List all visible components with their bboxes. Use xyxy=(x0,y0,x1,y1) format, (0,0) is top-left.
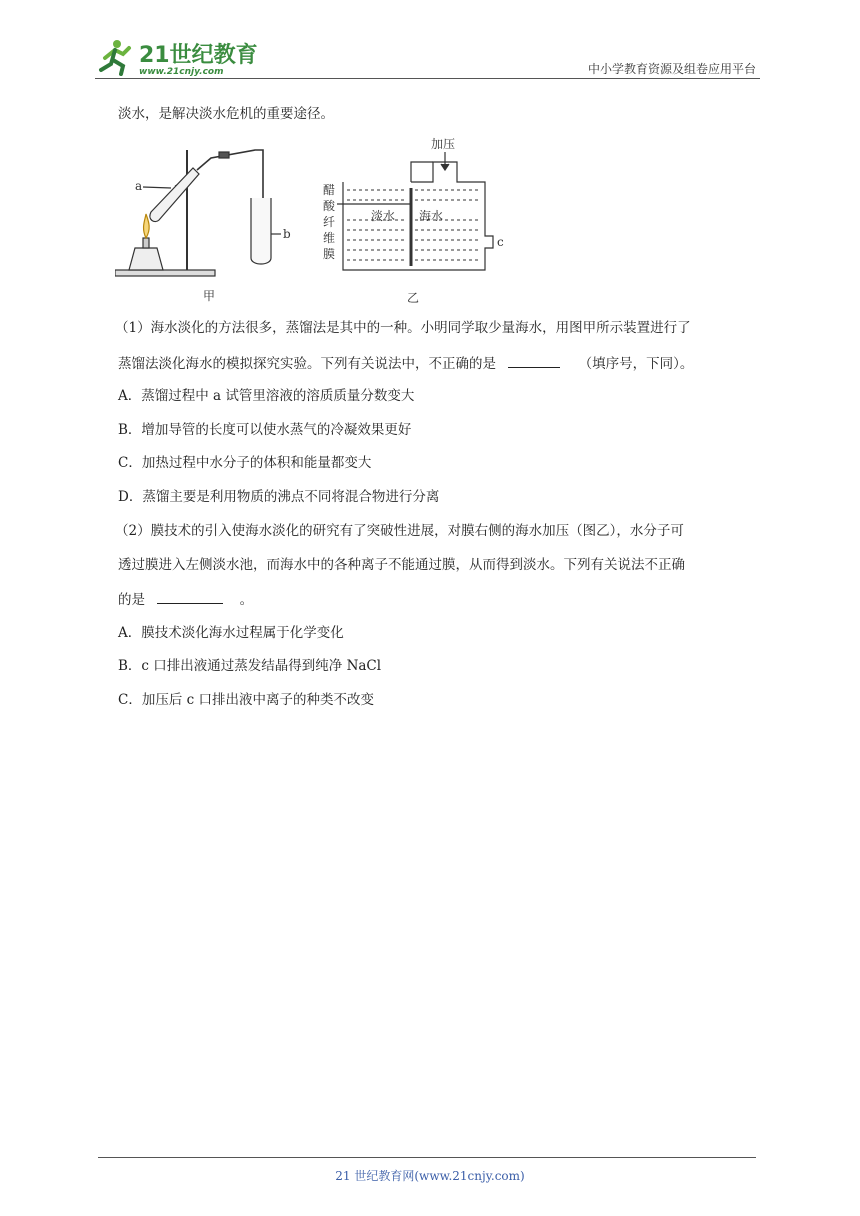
logo-text: 21世纪教育 xyxy=(139,43,258,68)
q2-option-a: A．膜技术淡化海水过程属于化学变化 xyxy=(118,625,344,641)
q2-line3-text: 的是 xyxy=(118,592,145,608)
figure-yi xyxy=(337,152,493,270)
q1-line2-text: 蒸馏法淡化海水的模拟探究实验。下列有关说法中，不正确的是 xyxy=(118,356,496,372)
page-header xyxy=(95,36,760,80)
svg-text:酸: 酸 xyxy=(323,199,336,213)
logo-runner-icon xyxy=(95,36,265,78)
svg-text:膜: 膜 xyxy=(323,247,336,261)
q1-option-d: D．蒸馏主要是利用物质的沸点不同将混合物进行分离 xyxy=(118,489,440,505)
footer-link[interactable]: 21 世纪教育网(www.21cnjy.com) xyxy=(335,1169,525,1183)
label-pressure: 加压 xyxy=(431,137,456,151)
q2-option-b: B．c 口排出液通过蒸发结晶得到纯净 NaCl xyxy=(118,658,382,674)
site-logo xyxy=(95,36,265,78)
q1-option-a: A．蒸馏过程中 a 试管里溶液的溶质质量分数变大 xyxy=(118,388,415,404)
water-dashes xyxy=(347,190,481,260)
svg-text:醋: 醋 xyxy=(323,183,336,197)
label-sea-water: 海水 xyxy=(419,209,444,223)
q2-answer-blank[interactable] xyxy=(157,589,223,604)
figure-jia xyxy=(115,150,281,276)
header-platform-text: 中小学教育资源及组卷应用平台 xyxy=(587,62,756,76)
label-fresh-water: 淡水 xyxy=(371,209,396,223)
q1-answer-blank[interactable] xyxy=(508,353,560,368)
q2-line1: （2）膜技术的引入使海水淡化的研究有了突破性进展，对膜右侧的海水加压（图乙），水分子可 xyxy=(115,523,684,539)
header-divider xyxy=(95,78,760,79)
footer-divider xyxy=(98,1157,756,1158)
intro-line: 淡水，是解决淡水危机的重要途径。 xyxy=(118,106,334,122)
q1-line1: （1）海水淡化的方法很多，蒸馏法是其中的一种。小明同学取少量海水，用图甲所示装置进行了 xyxy=(115,320,691,336)
q1-line2 xyxy=(118,353,693,374)
svg-text:维: 维 xyxy=(323,231,336,245)
q2-option-c: C．加压后 c 口排出液中离子的种类不改变 xyxy=(118,692,374,708)
q2-line3-suffix: 。 xyxy=(239,592,254,608)
membrane-label xyxy=(323,182,336,261)
q2-line2: 透过膜进入左侧淡水池，而海水中的各种离子不能通过膜，从而得到淡水。下列有关说法不正确 xyxy=(118,557,685,573)
q1-option-b: B．增加导管的长度可以使水蒸气的冷凝效果更好 xyxy=(118,422,412,438)
experiment-figures xyxy=(115,130,515,310)
q2-line3 xyxy=(118,589,253,610)
svg-text:纤: 纤 xyxy=(323,215,336,229)
caption-jia: 甲 xyxy=(203,289,216,303)
caption-yi: 乙 xyxy=(407,291,420,305)
q1-line2-suffix: （填序号，下同）。 xyxy=(578,356,694,372)
q1-option-c: C．加热过程中水分子的体积和能量都变大 xyxy=(118,455,372,471)
logo-url: www.21cnjy.com xyxy=(139,67,224,77)
label-a: a xyxy=(135,179,143,193)
label-c: c xyxy=(497,235,504,249)
label-b: b xyxy=(283,227,291,241)
